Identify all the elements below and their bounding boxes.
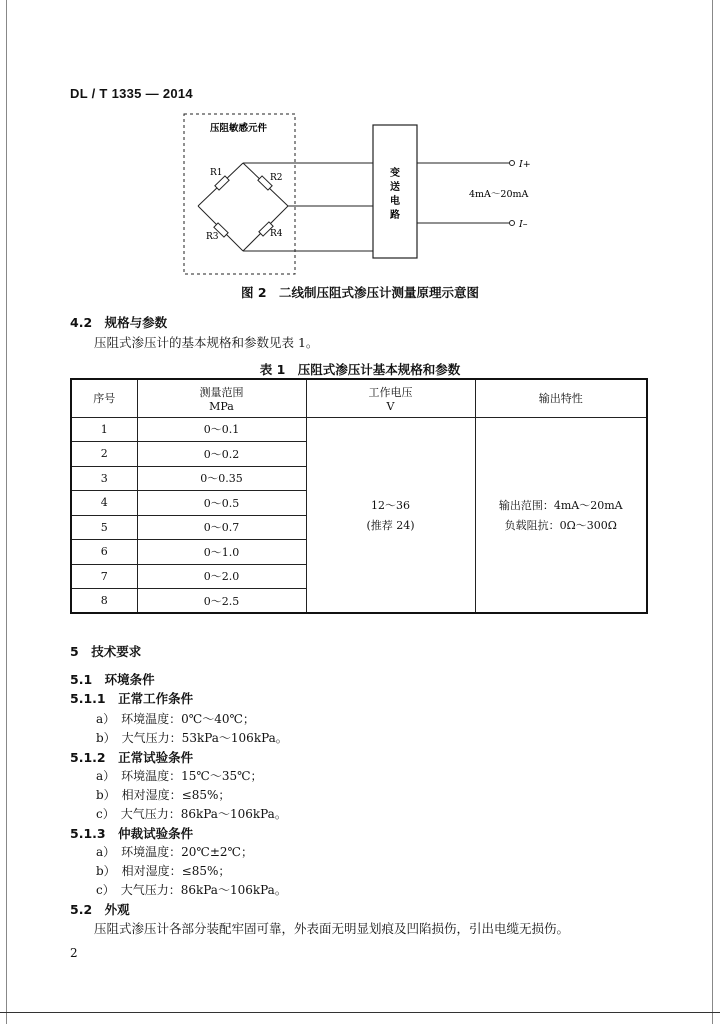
section-5-heading: 5 技术要求 bbox=[70, 644, 142, 659]
circuit-label-char-2: 送 bbox=[390, 182, 400, 193]
voltage-cell bbox=[306, 417, 475, 613]
terminal-negative bbox=[510, 221, 515, 226]
section-5-1-2-heading: 5.1.2 正常试验条件 bbox=[70, 750, 194, 765]
row-no: 5 bbox=[71, 515, 137, 540]
resistor-r3-label: R3 bbox=[206, 232, 219, 242]
row-no: 2 bbox=[71, 442, 137, 467]
header-output: 输出特性 bbox=[475, 379, 647, 417]
sensor-box-label: 压阻敏感元件 bbox=[210, 123, 268, 134]
voltage-recommended: (推荐 24) bbox=[366, 518, 415, 532]
list-item: c） 大气压力：86kPa～106kPa。 bbox=[96, 883, 287, 897]
header-voltage bbox=[306, 379, 475, 417]
list-item: a） 环境温度：20℃±2℃； bbox=[96, 845, 253, 859]
list-item: b） 相对湿度：≤85%； bbox=[96, 788, 231, 802]
row-range: 0～2.5 bbox=[137, 589, 306, 614]
row-range: 0～0.1 bbox=[137, 417, 306, 442]
row-no: 8 bbox=[71, 589, 137, 614]
circuit-label-char-4: 路 bbox=[390, 210, 400, 221]
list-item: a） 环境温度：0℃～40℃； bbox=[96, 712, 255, 726]
sensor-dashed-box bbox=[184, 114, 295, 274]
resistor-r1-label: R1 bbox=[210, 168, 223, 178]
header-range-unit: MPa bbox=[209, 399, 234, 413]
row-range: 0～1.0 bbox=[137, 540, 306, 565]
voltage-range: 12～36 bbox=[371, 498, 410, 512]
table-caption: 表 1 压阻式渗压计基本规格和参数 bbox=[259, 362, 461, 377]
bottom-scan-line bbox=[0, 1012, 720, 1013]
row-range: 0～0.5 bbox=[137, 491, 306, 516]
header-voltage-line1: 工作电压 bbox=[368, 385, 413, 399]
section-5-2-text: 压阻式渗压计各部分装配牢固可靠，外表面无明显划痕及凹陷损伤，引出电缆无损伤。 bbox=[94, 921, 570, 936]
list-item: a） 环境温度：15℃～35℃； bbox=[96, 769, 263, 783]
output-negative-label: I– bbox=[519, 219, 528, 230]
current-range-label: 4mA～20mA bbox=[469, 189, 529, 200]
scan-edge-right bbox=[712, 0, 713, 1024]
scan-edge-left bbox=[6, 0, 7, 1024]
spec-table bbox=[70, 378, 648, 614]
table-header-row bbox=[71, 379, 647, 417]
row-no: 7 bbox=[71, 564, 137, 589]
section-5-1-heading: 5.1 环境条件 bbox=[70, 672, 155, 687]
row-no: 4 bbox=[71, 491, 137, 516]
list-item: b） 大气压力：53kPa～106kPa。 bbox=[96, 731, 288, 745]
section-5-2-heading: 5.2 外观 bbox=[70, 902, 130, 917]
circuit-diagram bbox=[170, 108, 570, 280]
row-range: 0～2.0 bbox=[137, 564, 306, 589]
output-range: 输出范围：4mA～20mA bbox=[498, 498, 623, 512]
row-no: 1 bbox=[71, 417, 137, 442]
resistor-r4-label: R4 bbox=[270, 229, 283, 239]
row-range: 0～0.7 bbox=[137, 515, 306, 540]
header-no: 序号 bbox=[71, 379, 137, 417]
section-5-1-3-heading: 5.1.3 仲裁试验条件 bbox=[70, 826, 194, 841]
row-no: 3 bbox=[71, 466, 137, 491]
output-cell bbox=[475, 417, 647, 613]
section-4-2-heading: 4.2 规格与参数 bbox=[70, 315, 168, 330]
row-range: 0～0.2 bbox=[137, 442, 306, 467]
resistor-r2-label: R2 bbox=[270, 173, 283, 183]
header-voltage-unit: V bbox=[386, 399, 395, 413]
terminal-positive bbox=[510, 161, 515, 166]
section-5-1-1-heading: 5.1.1 正常工作条件 bbox=[70, 691, 194, 706]
row-no: 6 bbox=[71, 540, 137, 565]
list-item: b） 相对湿度：≤85%； bbox=[96, 864, 231, 878]
standard-code-header: DL / T 1335 — 2014 bbox=[70, 86, 193, 101]
header-range bbox=[137, 379, 306, 417]
table-row bbox=[71, 417, 647, 442]
resistor-r1-symbol bbox=[215, 176, 229, 190]
load-impedance: 负载阻抗：0Ω～300Ω bbox=[504, 518, 617, 532]
figure-caption: 图 2 二线制压阻式渗压计测量原理示意图 bbox=[240, 285, 480, 300]
section-4-2-text: 压阻式渗压计的基本规格和参数见表 1。 bbox=[94, 335, 319, 350]
page-number: 2 bbox=[70, 946, 78, 960]
row-range: 0～0.35 bbox=[137, 466, 306, 491]
circuit-label-char-1: 变 bbox=[390, 168, 400, 179]
header-range-line1: 测量范围 bbox=[199, 385, 244, 399]
output-positive-label: I+ bbox=[519, 159, 531, 170]
list-item: c） 大气压力：86kPa～106kPa。 bbox=[96, 807, 287, 821]
circuit-label-char-3: 电 bbox=[390, 196, 400, 207]
